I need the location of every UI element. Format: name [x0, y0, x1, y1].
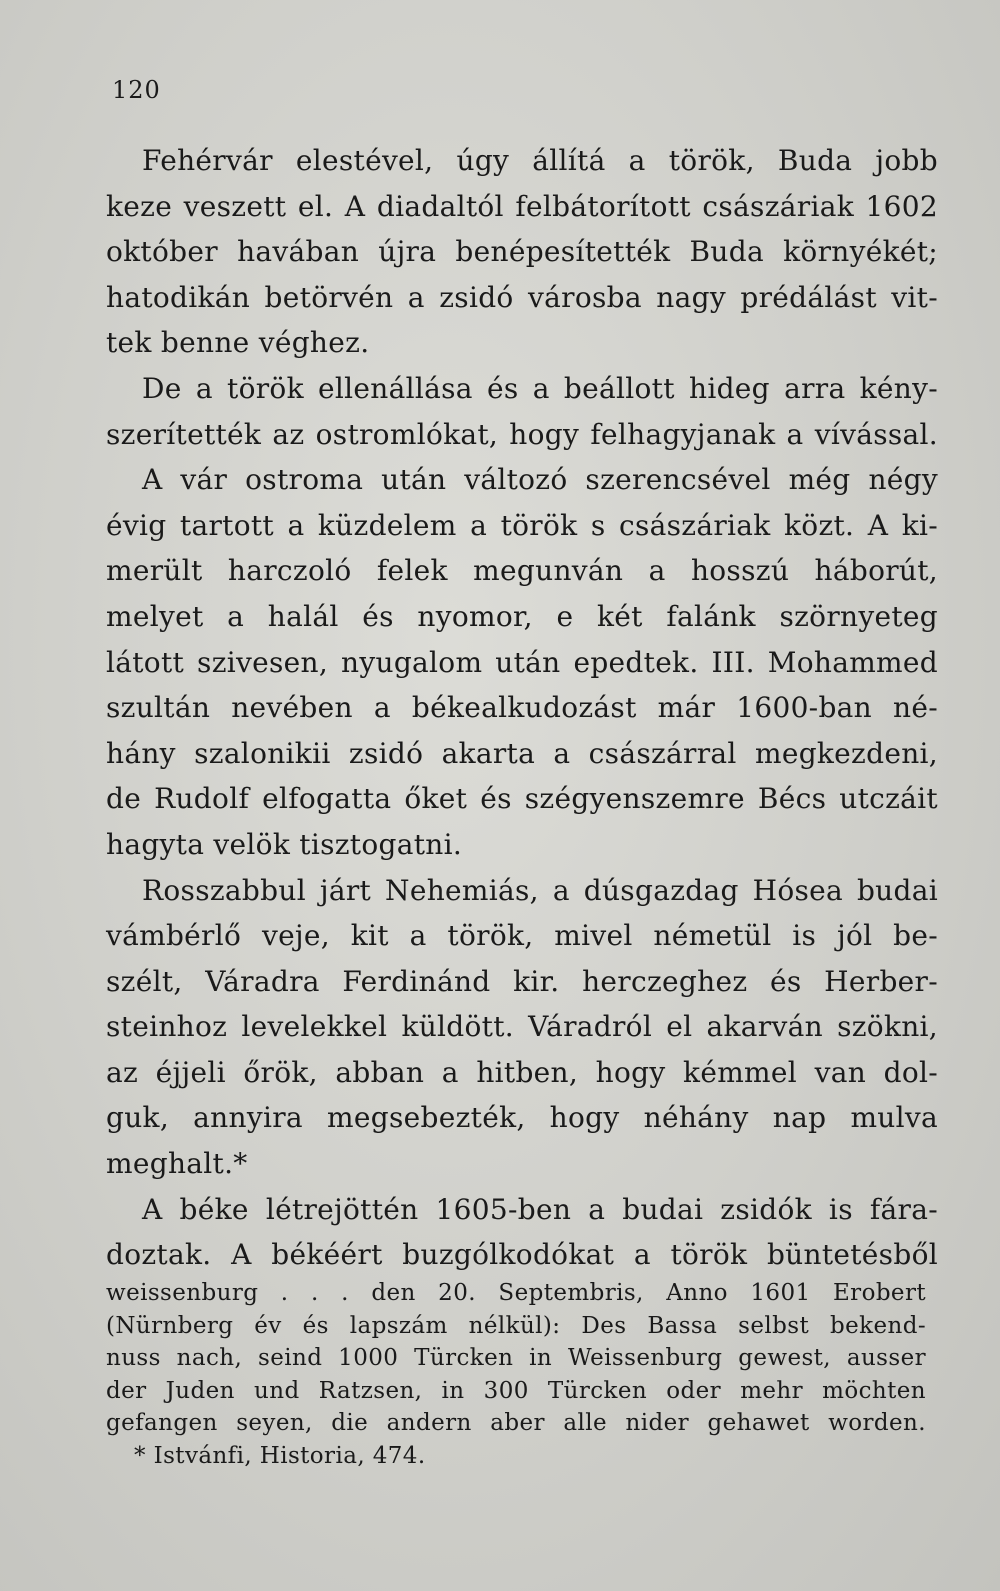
text-line: látott szivesen, nyugalom után epedtek. III. Mohammed — [106, 645, 938, 679]
text-line: guk, annyira megsebezték, hogy néhány nap mulva — [106, 1101, 938, 1135]
text-line: A vár ostroma után változó szerencsével még négy — [142, 463, 938, 497]
footnote-line: nuss nach, seind 1000 Türcken in Weissenburg gewest, ausser — [106, 1345, 926, 1372]
text-line: vámbérlő veje, kit a török, mivel németül is jól be- — [106, 919, 938, 953]
page-number: 120 — [112, 76, 161, 104]
text-line: melyet a halál és nyomor, e két falánk szörnyeteg — [106, 599, 938, 633]
footnotes — [106, 1277, 926, 1473]
text-line: szerítették az ostromlókat, hogy felhagyjanak a vívással. — [106, 417, 938, 451]
text-line: szultán nevében a békealkudozást már 1600-ban né- — [106, 691, 938, 725]
text-line: évig tartott a küzdelem a török s császáriak közt. A ki- — [106, 508, 938, 542]
footnote-line: (Nürnberg év és lapszám nélkül): Des Bassa selbst bekend- — [106, 1312, 926, 1339]
text-line: hatodikán betörvén a zsidó városba nagy prédálást vit- — [106, 280, 938, 314]
text-line: meghalt.* — [106, 1147, 248, 1181]
text-line: szélt, Váradra Ferdinánd kir. herczeghez és Herber- — [106, 964, 938, 998]
text-line: De a török ellenállása és a beállott hideg arra kény- — [142, 371, 938, 405]
text-line: hagyta velök tisztogatni. — [106, 827, 463, 861]
text-line: de Rudolf elfogatta őket és szégyenszemre Bécs utczáit — [106, 782, 938, 816]
footnote-line: gefangen seyen, die andern aber alle nider gehawet worden. — [106, 1410, 926, 1437]
text-line: merült harczoló felek megunván a hosszú háborút, — [106, 554, 938, 588]
text-line: Fehérvár elestével, úgy állítá a török, Buda jobb — [142, 144, 938, 177]
text-line: keze veszett el. A diadaltól felbátorított császáriak 1602 — [106, 189, 938, 223]
text-line: október havában újra benépesítették Buda környékét; — [106, 235, 938, 269]
text-line: A béke létrejöttén 1605-ben a budai zsidók is fára- — [142, 1192, 938, 1226]
text-line: hány szalonikii zsidó akarta a császárral megkezdeni, — [106, 736, 938, 770]
text-line: Rosszabbul járt Nehemiás, a dúsgazdag Hósea budai — [142, 873, 938, 907]
footnote-line: der Juden und Ratzsen, in 300 Türcken oder mehr möchten — [106, 1377, 926, 1404]
text-line: doztak. A békéért buzgólkodókat a török büntetésből — [106, 1238, 938, 1272]
text-line: az éjjeli őrök, abban a hitben, hogy kémmel van dol- — [106, 1055, 938, 1089]
footnote-line: weissenburg . . . den 20. Septembris, Anno 1601 Erobert — [106, 1280, 926, 1306]
text-line: steinhoz levelekkel küldött. Váradról el akarván szökni, — [106, 1010, 938, 1044]
text-line: tek benne véghez. — [106, 326, 370, 360]
main-text — [106, 138, 938, 1278]
footnote-line: * Istvánfi, Historia, 474. — [134, 1442, 426, 1469]
